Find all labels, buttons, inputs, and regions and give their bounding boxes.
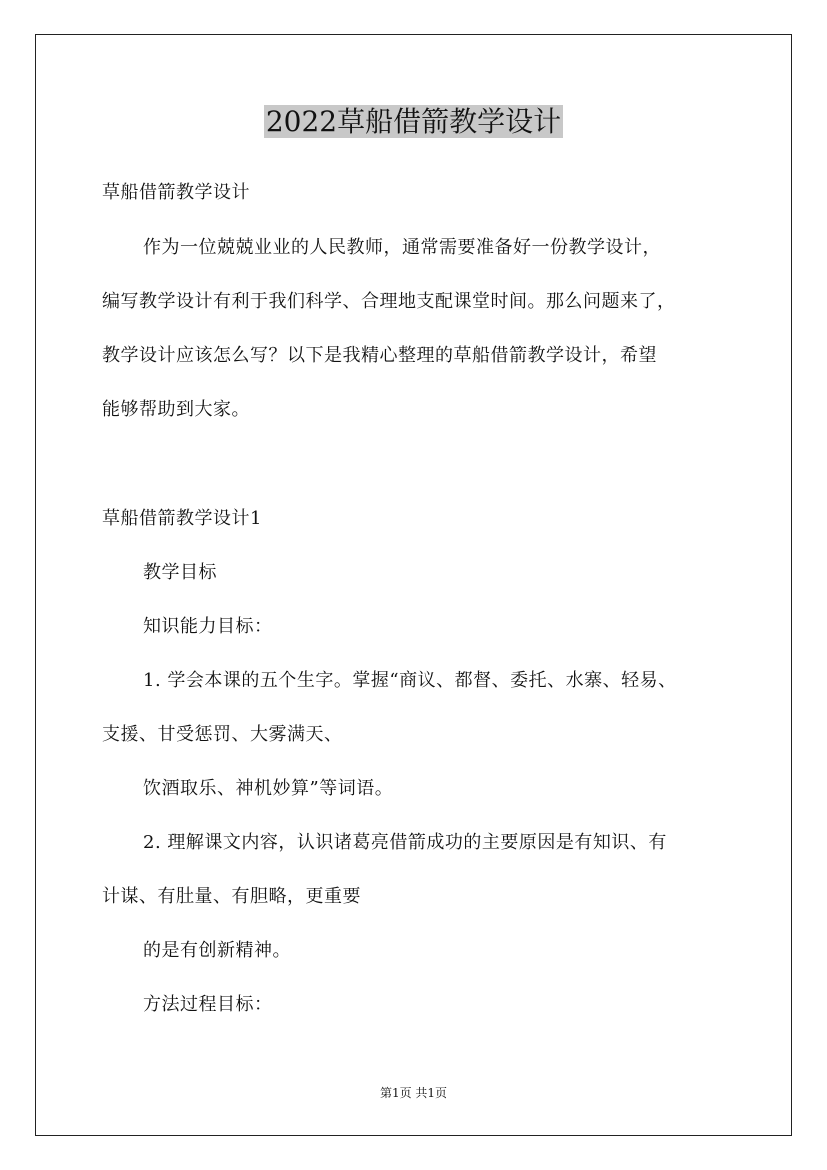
goal-1-line-3: 饮酒取乐、神机妙算”等词语。 [143, 778, 394, 799]
goal-2-line-1: 2. 理解课文内容，认识诸葛亮借箭成功的主要原因是有知识、有 [143, 832, 667, 853]
page-footer: 第1页 共1页 [379, 1086, 448, 1100]
intro-line-2: 编写教学设计有利于我们科学、合理地支配课堂时间。那么问题来了， [102, 291, 676, 312]
document-title: 2022草船借箭教学设计 [265, 105, 562, 138]
goal-2-line-3: 的是有创新精神。 [143, 940, 291, 961]
goal-1-line-1: 1. 学会本课的五个生字。掌握“商议、都督、委托、水寨、轻易、 [143, 670, 677, 691]
goal-1-line-2: 支援、甘受惩罚、大雾满天、 [102, 724, 343, 745]
knowledge-goals-label: 知识能力目标： [143, 616, 273, 637]
intro-line-3: 教学设计应该怎么写？以下是我精心整理的草船借箭教学设计，希望 [102, 345, 657, 366]
document-subtitle: 草船借箭教学设计 [102, 182, 250, 203]
process-goals-label: 方法过程目标： [143, 994, 273, 1015]
intro-line-1: 作为一位兢兢业业的人民教师，通常需要准备好一份教学设计， [143, 237, 661, 258]
intro-line-4: 能够帮助到大家。 [102, 399, 250, 420]
section-heading: 草船借箭教学设计1 [102, 508, 262, 529]
goal-2-line-2: 计谋、有肚量、有胆略，更重要 [102, 886, 361, 907]
teaching-goals-heading: 教学目标 [143, 562, 217, 583]
